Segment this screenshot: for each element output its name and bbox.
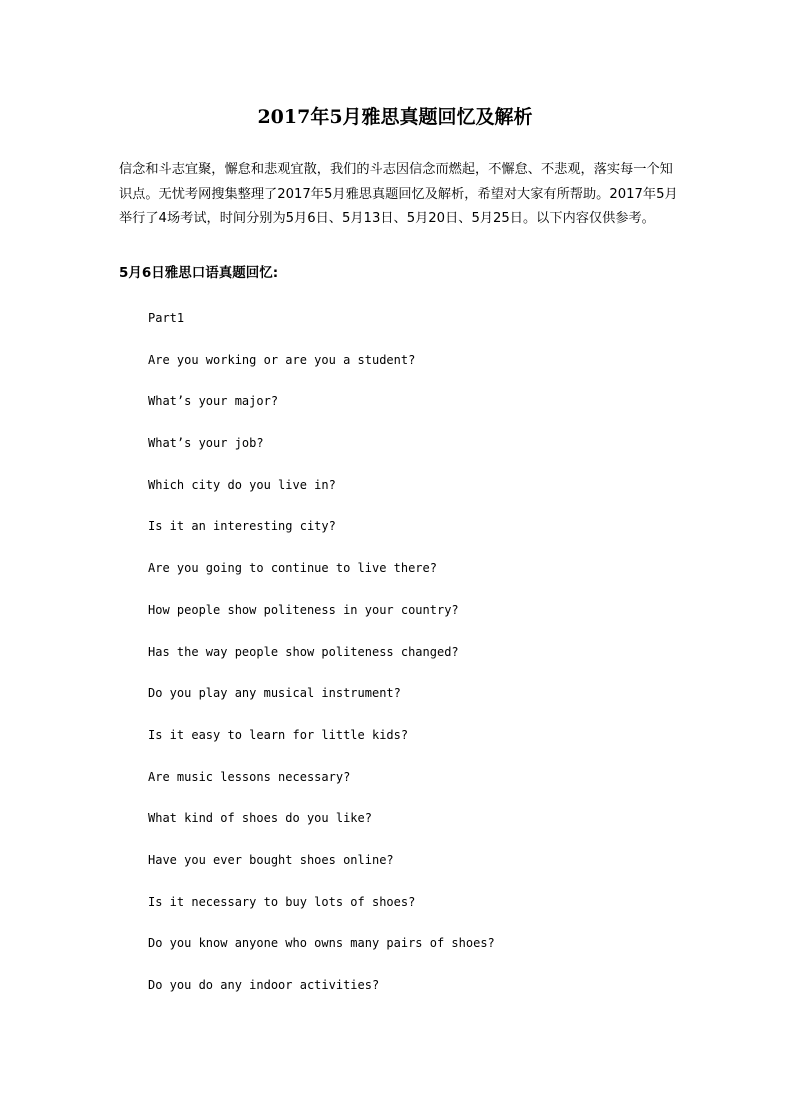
question-line: What’s your job?: [148, 436, 264, 451]
page-title: 2017年5月雅思真题回忆及解析: [257, 106, 533, 128]
question-line: Is it easy to learn for little kids?: [148, 727, 409, 742]
section-heading: 5月6日雅思口语真题回忆:: [119, 265, 279, 281]
question-line: Do you play any musical instrument?: [148, 686, 401, 701]
question-line: Have you ever bought shoes online?: [148, 852, 394, 867]
question-list: [148, 307, 495, 1016]
question-line: Are music lessons necessary?: [148, 769, 351, 784]
question-line: What’s your major?: [148, 394, 279, 409]
question-line: Are you working or are you a student?: [148, 352, 416, 367]
question-line: Is it an interesting city?: [148, 519, 336, 534]
question-line: Is it necessary to buy lots of shoes?: [148, 894, 416, 909]
question-line: Has the way people show politeness changed?: [148, 644, 459, 659]
part-label: Part1: [148, 311, 185, 325]
question-line: Do you know anyone who owns many pairs of shoes?: [148, 936, 495, 951]
question-line: Do you do any indoor activities?: [148, 978, 380, 992]
question-line: What kind of shoes do you like?: [148, 811, 372, 826]
question-line: Are you going to continue to live there?: [148, 561, 437, 576]
intro-paragraph: 信念和斗志宜聚，懈怠和悲观宜散，我们的斗志因信念而燃起，不懈怠、不悲观，落实每一个知识点。无忧考网搜集整理了2017年5月雅思真题回忆及解析，希望对大家有所帮助。2017年5月举行了4场考试，时间分别为5月6日、5月13日、5月20日、5月25日。以下内容仅供参考。: [119, 162, 678, 226]
question-line: How people show politeness in your country?: [148, 602, 459, 617]
question-line: Which city do you live in?: [148, 477, 336, 492]
